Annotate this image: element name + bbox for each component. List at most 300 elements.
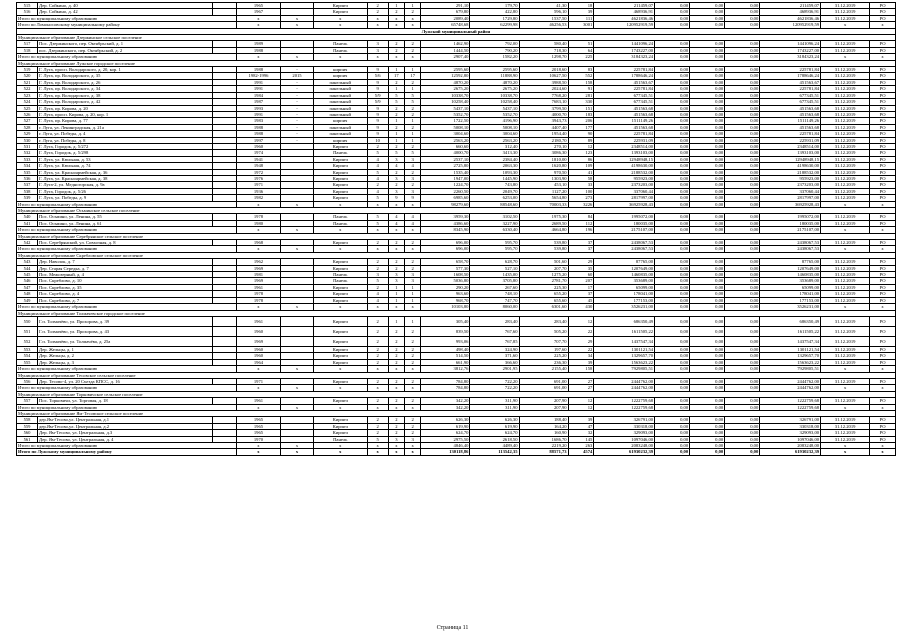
table-cell: 2 xyxy=(388,346,404,352)
table-cell: 0,00 xyxy=(655,73,690,79)
table-cell: 111 xyxy=(568,15,594,21)
table-cell: 196 xyxy=(568,227,594,233)
table-cell: 0,00 xyxy=(725,22,760,28)
table-cell: 3 xyxy=(405,156,421,162)
table-cell: 39 xyxy=(568,417,594,423)
table-cell: 2348514,00 xyxy=(594,143,655,149)
table-cell: РО xyxy=(870,79,896,85)
table-cell: 61930232,39 xyxy=(760,449,821,455)
table-cell: 1941 xyxy=(236,156,280,162)
table-cell: 283,40 xyxy=(470,316,519,326)
table-cell: 2 xyxy=(367,259,388,265)
table-cell: 183 xyxy=(568,111,594,117)
table-cell: x xyxy=(236,304,280,310)
table-cell: 534 xyxy=(17,163,38,169)
table-cell: Кирпич xyxy=(313,188,367,194)
table-cell: 2444762,00 xyxy=(594,385,655,391)
table-cell: Кирпич xyxy=(313,430,367,436)
table-cell: 0,00 xyxy=(690,92,725,98)
table-cell: 0,00 xyxy=(690,143,725,149)
table-cell: 0,00 xyxy=(690,359,725,365)
table-cell: 31.12.2019 xyxy=(821,278,870,284)
table-cell: Г. Луга, пр. Володарского, д. 26 xyxy=(38,79,213,85)
table-cell: 3004,60 xyxy=(470,131,519,137)
table-cell: Кирпич xyxy=(313,163,367,169)
table-cell: 0,00 xyxy=(655,214,690,220)
table-cell: 3799,50 xyxy=(519,105,568,111)
table-cell: 4 xyxy=(367,297,388,303)
table-cell: Кирпич xyxy=(313,182,367,188)
table-cell: x xyxy=(281,201,314,207)
table-cell: 1960 xyxy=(236,346,280,352)
table-cell: РО xyxy=(870,240,896,246)
table-cell: 792,00 xyxy=(470,41,519,47)
table-cell: 2438067,53 xyxy=(594,240,655,246)
table-cell: 1460835,00 xyxy=(594,272,655,278)
table-cell: 0,00 xyxy=(655,3,690,9)
table-cell: 0,00 xyxy=(655,291,690,297)
table-cell: 6985,60 xyxy=(421,195,470,201)
table-cell: РО xyxy=(870,3,896,9)
table-cell: Дер. Жельцы, д. 2 xyxy=(38,353,213,359)
table-cell: Итого по муниципальному образованию xyxy=(17,54,237,60)
table-cell: 1970 xyxy=(236,436,280,442)
table-cell: 1936 xyxy=(236,188,280,194)
table-cell: 1788646,24 xyxy=(594,73,655,79)
table-cell: 1444,50 xyxy=(421,47,470,53)
table-cell: x xyxy=(281,404,314,410)
table-cell: 2438067,53 xyxy=(760,240,821,246)
table-cell: 2907,40 xyxy=(421,54,470,60)
table-cell: 2175107,00 xyxy=(760,227,821,233)
table-cell: 86 xyxy=(568,156,594,162)
table-cell: 0,00 xyxy=(725,201,760,207)
table-cell: 540 xyxy=(17,214,38,220)
table-cell: 34 xyxy=(568,353,594,359)
table-cell: 2675,20 xyxy=(470,86,519,92)
table-cell: - xyxy=(281,131,314,137)
table-cell: 10258,40 xyxy=(470,99,519,105)
table-cell: 547 xyxy=(17,284,38,290)
table-cell: 6253,00 xyxy=(470,195,519,201)
table-cell: панельный xyxy=(313,86,367,92)
table-cell: 655,20 xyxy=(519,291,568,297)
table-cell: 1563623,22 xyxy=(760,359,821,365)
table-cell: 5 xyxy=(367,150,388,156)
table-cell: 62299,98 xyxy=(470,22,519,28)
table-cell: 677345,51 xyxy=(760,92,821,98)
table-cell: 0,00 xyxy=(725,169,760,175)
table-cell: 1462,90 xyxy=(421,41,470,47)
table-cell: 554 xyxy=(17,353,38,359)
table-cell: 0,00 xyxy=(655,175,690,181)
table-cell: - xyxy=(281,137,314,143)
table-cell: 31.12.2019 xyxy=(821,182,870,188)
table-cell: 283,40 xyxy=(519,316,568,326)
table-cell: 557 xyxy=(17,398,38,404)
table-cell: 4846,40 xyxy=(421,443,470,449)
table-cell: 0,00 xyxy=(725,86,760,92)
table-cell: 560 xyxy=(17,430,38,436)
table-cell: 9 xyxy=(367,105,388,111)
table-cell: Кирпич xyxy=(313,346,367,352)
table-cell: 0,00 xyxy=(690,259,725,265)
table-cell: 0,00 xyxy=(655,430,690,436)
table-cell: 3 xyxy=(388,436,404,442)
table-cell: 0,00 xyxy=(725,188,760,194)
table-cell xyxy=(213,336,236,346)
table-cell: 2 xyxy=(405,353,421,359)
table-cell: 0,00 xyxy=(725,124,760,130)
table-cell: 0,00 xyxy=(655,79,690,85)
table-cell: 0,00 xyxy=(725,137,760,143)
table-cell: РО xyxy=(870,131,896,137)
table-cell: 120952919,59 xyxy=(760,22,821,28)
table-cell: 0,00 xyxy=(725,246,760,252)
table-cell: 619,90 xyxy=(421,423,470,429)
table-cell: 3812,76 xyxy=(421,366,470,372)
table-cell: 225931,09 xyxy=(594,137,655,143)
table-cell: 0,00 xyxy=(655,423,690,429)
table-cell: 290,20 xyxy=(421,284,470,290)
table-cell: Г. Луга-2, ул. Медногорская, д. 9а xyxy=(38,182,213,188)
table-cell: 1965 xyxy=(236,417,280,423)
table-cell: 353689,00 xyxy=(594,278,655,284)
table-cell: 5437,10 xyxy=(470,105,519,111)
table-cell: 0,00 xyxy=(655,86,690,92)
table-cell: 3943,73 xyxy=(519,118,568,124)
table-cell: РО xyxy=(870,423,896,429)
table-cell: 696,00 xyxy=(421,246,470,252)
table-cell: 87765,00 xyxy=(760,259,821,265)
table-cell: Г. Луга, Городок, д. 5/272 xyxy=(38,143,213,149)
table-cell: 4 xyxy=(367,156,388,162)
table-cell: РО xyxy=(870,430,896,436)
table-cell: 0,00 xyxy=(690,336,725,346)
table-cell: 539,80 xyxy=(519,246,568,252)
table-cell: 0,00 xyxy=(690,86,725,92)
table-cell: 1989 xyxy=(236,41,280,47)
table-cell: x xyxy=(405,443,421,449)
table-cell: 31.12.2019 xyxy=(821,284,870,290)
table-cell: 0,00 xyxy=(655,118,690,124)
table-cell: x xyxy=(870,227,896,233)
table-cell: 2180,70 xyxy=(519,137,568,143)
table-cell: 2 xyxy=(388,111,404,117)
table-cell: x xyxy=(313,385,367,391)
table-cell: 4 xyxy=(405,214,421,220)
table-cell: 1582,20 xyxy=(470,54,519,60)
table-cell: 31.12.2019 xyxy=(821,73,870,79)
table-cell: 0,00 xyxy=(655,304,690,310)
table-cell: Кирпич xyxy=(313,156,367,162)
table-cell: Г. Луга, Городок, д. 5/298 xyxy=(38,150,213,156)
table-cell: 0,00 xyxy=(690,227,725,233)
table-cell: 2188532,00 xyxy=(760,169,821,175)
table-cell: 0,00 xyxy=(725,67,760,73)
table-cell: Лужский муниципальный район xyxy=(17,28,896,34)
table-cell: Кирпич xyxy=(313,423,367,429)
table-cell: 2595,60 xyxy=(421,67,470,73)
table-cell: 468936,91 xyxy=(760,9,821,15)
table-cell: Кирпич xyxy=(313,398,367,404)
table-cell: 0,00 xyxy=(725,443,760,449)
table-cell: Г. Луга, просп. Володарского, д. 20, кор. 1 xyxy=(38,67,213,73)
table-cell: Муниципальное образование Тесовское сельское поселение xyxy=(17,372,896,378)
table-cell: 180035,00 xyxy=(594,220,655,226)
table-cell: 0,00 xyxy=(725,265,760,271)
table-cell: 517 xyxy=(17,41,38,47)
table-cell: 2 xyxy=(367,346,388,352)
table-cell: 197,60 xyxy=(519,346,568,352)
table-cell: 0,00 xyxy=(690,73,725,79)
table-cell: 10258,40 xyxy=(421,99,470,105)
table-cell: 1 xyxy=(388,118,404,124)
table-cell: 0,00 xyxy=(690,443,725,449)
table-cell: 538 xyxy=(17,188,38,194)
table-cell: Пос. Осьмино, ул. Ленина, д. 61 xyxy=(38,220,213,226)
table-cell: 31.12.2019 xyxy=(821,3,870,9)
table-cell: РО xyxy=(870,111,896,117)
table-cell: 1743227,00 xyxy=(760,47,821,53)
table-cell: 1 xyxy=(388,67,404,73)
table-cell: 696,00 xyxy=(421,240,470,246)
table-cell: 31.12.2019 xyxy=(821,188,870,194)
table-cell: 31.12.2019 xyxy=(821,131,870,137)
table-cell: 1965 xyxy=(236,430,280,436)
table-cell: 2175107,00 xyxy=(594,227,655,233)
table-cell: 0,00 xyxy=(690,3,725,9)
table-cell: Муниципальное образование Лужское городское поселение xyxy=(17,60,896,66)
table-cell: x xyxy=(821,22,870,28)
table-cell: 12592,80 xyxy=(421,73,470,79)
table-cell: 1127,20 xyxy=(519,188,568,194)
table-cell: 1301121,54 xyxy=(594,346,655,352)
table-cell: дер.Ям-Тесово,ул. Центральная, д.1 xyxy=(38,417,213,423)
table-cell: 1968 xyxy=(236,240,280,246)
table-cell: кирпич xyxy=(313,137,367,143)
table-cell: 0,00 xyxy=(690,99,725,105)
table-cell xyxy=(213,316,236,326)
table-cell: 3 xyxy=(367,41,388,47)
table-cell: 51 xyxy=(568,41,594,47)
table-cell: 0,00 xyxy=(655,54,690,60)
table-cell: x xyxy=(313,22,367,28)
table-cell: Г. Луга, Городок, д. 5/26 xyxy=(38,188,213,194)
table-cell: 39 xyxy=(568,9,594,15)
table-cell: 1788646,24 xyxy=(760,73,821,79)
table-cell: 451563,68 xyxy=(594,105,655,111)
table-cell: x xyxy=(821,443,870,449)
table-cell: 580,40 xyxy=(519,41,568,47)
table-cell: 552 xyxy=(17,336,38,346)
table-cell: 2817997,00 xyxy=(760,195,821,201)
table-cell: 5 xyxy=(367,214,388,220)
table-cell: 371,60 xyxy=(470,353,519,359)
table-cell: Дер. Старая Середка, д. 7 xyxy=(38,265,213,271)
table-cell: 5008,10 xyxy=(470,124,519,130)
table-cell: 501,60 xyxy=(519,259,568,265)
table-cell: 58 xyxy=(568,175,594,181)
table-cell: 545 xyxy=(17,272,38,278)
table-cell: 31.12.2019 xyxy=(821,316,870,326)
table-cell: 2537,10 xyxy=(421,156,470,162)
table-cell: 1965 xyxy=(236,3,280,9)
table-cell: x xyxy=(236,246,280,252)
table-cell: 0,00 xyxy=(690,15,725,21)
table-cell: 5 xyxy=(367,436,388,442)
table-cell: РО xyxy=(870,15,896,21)
table-cell: 577,30 xyxy=(421,265,470,271)
table-cell: 2 xyxy=(405,336,421,346)
table-cell: панельный xyxy=(313,79,367,85)
table-cell: 2 xyxy=(405,9,421,15)
table-cell: 1969 xyxy=(236,265,280,271)
table-cell: x xyxy=(870,201,896,207)
table-cell: 0,00 xyxy=(655,111,690,117)
table-cell: 2 xyxy=(367,326,388,336)
table-cell: 5352,70 xyxy=(470,111,519,117)
table-cell: 45 xyxy=(568,297,594,303)
table-cell: 2089,40 xyxy=(421,15,470,21)
table-cell: 22 xyxy=(568,346,594,352)
table-cell: 5 xyxy=(388,150,404,156)
table-cell: 2 xyxy=(388,378,404,384)
table-cell: РО xyxy=(870,278,896,284)
table-cell: 2 xyxy=(388,353,404,359)
table-cell: 70003,33 xyxy=(519,201,568,207)
table-cell: 10103,80 xyxy=(421,304,470,310)
table-cell: 2 xyxy=(388,336,404,346)
table-cell: 0,00 xyxy=(655,131,690,137)
table-cell: 0,00 xyxy=(655,259,690,265)
table-cell: 1275,20 xyxy=(519,272,568,278)
table-cell: 6330,40 xyxy=(470,227,519,233)
table-cell: г. Луга, ул. Победы, д. 8 xyxy=(38,137,213,143)
table-cell: 1978 xyxy=(236,291,280,297)
table-cell: 18 xyxy=(568,3,594,9)
table-cell: 0,00 xyxy=(690,291,725,297)
table-cell: 31.12.2019 xyxy=(821,47,870,53)
table-cell: 2 xyxy=(405,259,421,265)
table-cell: 65748,68 xyxy=(421,22,470,28)
table-cell: 33 xyxy=(568,182,594,188)
table-cell: Муниципальное образование Скребловское сельское поселение xyxy=(17,252,896,258)
table-cell: Г. Луга, ул. Красноармейская, д. 36 xyxy=(38,169,213,175)
table-cell: 31.12.2019 xyxy=(821,79,870,85)
table-cell: 0,00 xyxy=(655,272,690,278)
table-cell: 2384,40 xyxy=(470,156,519,162)
table-cell: 0,00 xyxy=(655,346,690,352)
table-cell: 0,00 xyxy=(725,316,760,326)
table-cell: 2444762,00 xyxy=(760,378,821,384)
table-cell: 9 xyxy=(367,79,388,85)
table-cell: 1 xyxy=(388,297,404,303)
table-cell: 273 xyxy=(568,195,594,201)
table-cell: 2 xyxy=(388,47,404,53)
table-cell: РО xyxy=(870,297,896,303)
table-cell: 1097046,00 xyxy=(594,436,655,442)
table-cell: 1 xyxy=(388,3,404,9)
table-cell: 2 xyxy=(405,47,421,53)
table-cell: 0,00 xyxy=(655,297,690,303)
table-cell: 628,70 xyxy=(470,259,519,265)
table-cell: Пос. Скреблово, д. 35 xyxy=(38,284,213,290)
table-cell: 225931,09 xyxy=(760,137,821,143)
table-cell: 6301,60 xyxy=(519,304,568,310)
table-cell: 2 xyxy=(367,143,388,149)
table-cell: 5 xyxy=(367,169,388,175)
table-cell: РО xyxy=(870,188,896,194)
table-cell: 46256,53 xyxy=(519,22,568,28)
table-cell: 691,00 xyxy=(519,378,568,384)
table-cell: Кирпич xyxy=(313,417,367,423)
table-cell: 1 xyxy=(405,118,421,124)
table-cell: 0,00 xyxy=(725,99,760,105)
table-cell: Кирпич xyxy=(313,3,367,9)
table-cell: 0,00 xyxy=(725,118,760,124)
table-cell: - xyxy=(281,99,314,105)
table-cell: РО xyxy=(870,143,896,149)
table-cell: 225781,84 xyxy=(594,67,655,73)
table-cell: 31.12.2019 xyxy=(821,346,870,352)
table-cell: РО xyxy=(870,9,896,15)
table-cell: 451563,68 xyxy=(760,124,821,130)
table-cell: x xyxy=(313,304,367,310)
table-cell: 526 xyxy=(17,111,38,117)
table-cell: 1991 xyxy=(236,79,280,85)
table-cell: 0,00 xyxy=(725,182,760,188)
table-cell: 0,00 xyxy=(725,15,760,21)
table-cell: 9 xyxy=(367,67,388,73)
table-cell: 179,70 xyxy=(470,3,519,9)
table-cell: 1960 xyxy=(236,353,280,359)
table-cell: 0,00 xyxy=(725,284,760,290)
table-cell: 123 xyxy=(568,150,594,156)
table-cell: x xyxy=(236,449,280,455)
table-cell: 0,00 xyxy=(655,92,690,98)
table-cell: 1 xyxy=(388,131,404,137)
table-cell: 109 xyxy=(568,163,594,169)
table-cell: 1981 xyxy=(236,272,280,278)
table-cell: 0,00 xyxy=(690,304,725,310)
table-cell: 0,00 xyxy=(725,143,760,149)
table-cell: Панель xyxy=(313,214,367,220)
table-cell: 164,20 xyxy=(519,423,568,429)
table-cell: 0,00 xyxy=(690,436,725,442)
table-cell: x xyxy=(281,227,314,233)
table-cell: 12948948,15 xyxy=(760,156,821,162)
table-cell: 2 xyxy=(367,336,388,346)
table-cell: 0,00 xyxy=(690,54,725,60)
table-cell: x xyxy=(821,54,870,60)
table-cell: 36925928,43 xyxy=(760,201,821,207)
table-cell: 0,00 xyxy=(690,137,725,143)
table-cell: 1988 xyxy=(236,47,280,53)
table-cell: 2 xyxy=(367,3,388,9)
table-cell: 330 xyxy=(568,99,594,105)
table-cell: 0,00 xyxy=(725,291,760,297)
table-cell: 151 xyxy=(568,105,594,111)
table-cell: 722,20 xyxy=(470,378,519,384)
table-cell: 1 xyxy=(405,67,421,73)
table-cell: 3413,30 xyxy=(470,150,519,156)
table-cell: 2 xyxy=(388,417,404,423)
table-cell: 4870,20 xyxy=(421,79,470,85)
table-cell: 22 xyxy=(568,326,594,336)
table-cell: 12 xyxy=(568,398,594,404)
table-cell: Панель xyxy=(313,41,367,47)
